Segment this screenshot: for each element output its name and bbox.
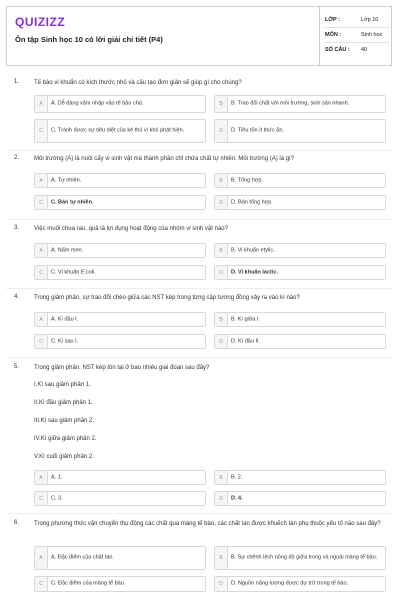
option-d[interactable]	[214, 334, 386, 349]
option-letter: C	[35, 492, 48, 505]
option-letter: B	[215, 313, 228, 326]
question-number: 1.	[14, 79, 20, 85]
option-text: A. 1.	[51, 474, 63, 480]
statement-item: II.Kì đầu giảm phân 1.	[34, 400, 93, 406]
option-b[interactable]	[214, 173, 386, 188]
option-text: D. Bán tổng hợp.	[231, 199, 273, 205]
option-letter: B	[215, 244, 228, 257]
option-d[interactable]	[214, 195, 386, 210]
option-c[interactable]	[34, 119, 206, 143]
option-d[interactable]	[214, 119, 386, 143]
question-number: 3.	[14, 225, 20, 231]
option-letter: B	[215, 471, 228, 484]
option-text: D. Vi khuẩn lactic.	[231, 269, 278, 275]
option-a[interactable]	[34, 546, 206, 570]
option-a[interactable]	[34, 173, 206, 188]
meta-subject: MÔN : Sinh học	[325, 32, 383, 38]
option-text: D. Kì đầu II.	[231, 338, 261, 344]
option-text: C. 3.	[51, 495, 63, 501]
option-c[interactable]	[34, 195, 206, 210]
option-a[interactable]	[34, 95, 206, 113]
question-separator	[6, 150, 392, 151]
option-b[interactable]	[214, 95, 386, 113]
meta-question-count: SỐ CÂU : 40	[325, 47, 368, 53]
option-letter: A	[35, 174, 48, 187]
option-b[interactable]	[214, 243, 386, 258]
option-text: A. Dễ dàng xâm nhập vào tế bào chủ.	[51, 100, 144, 107]
option-letter: B	[215, 96, 228, 112]
option-text: B. Trao đổi chất với môi trường, sinh sản nhanh.	[231, 100, 350, 107]
option-text: B. Tổng hợp.	[231, 177, 263, 183]
question-separator	[6, 288, 392, 289]
worksheet-header	[6, 6, 392, 66]
page-title: Ôn tập Sinh học 10 có lời giải chi tiết (P4)	[15, 35, 163, 44]
question-number: 5.	[14, 364, 20, 370]
option-text: B. Kì giữa I.	[231, 316, 261, 322]
meta-class: LỚP : Lớp 10	[325, 17, 379, 23]
statement-item: V.Kì cuối giảm phân 2.	[34, 454, 94, 460]
header-divider	[319, 7, 320, 65]
option-letter: A	[35, 244, 48, 257]
option-d[interactable]	[214, 576, 386, 592]
option-text: C. Đặc điểm của màng tế bào.	[51, 580, 126, 587]
option-b[interactable]	[214, 312, 386, 327]
option-text: B. Sự chênh lệch nồng độ giữa trong và ngoài màng tế bào.	[231, 554, 378, 561]
option-text: D. Tiêu tốn ít thức ăn.	[231, 127, 284, 134]
statement-item: I.Kì sau giảm phân 1.	[34, 382, 91, 388]
question-number: 2.	[14, 155, 20, 161]
option-letter: C	[35, 335, 48, 348]
question-text: Trong giảm phân, NST kép tồn tại ở bao nhiêu giai đoạn sau đây?	[34, 365, 210, 371]
question-text: Trong phương thức vận chuyển thụ động các chất qua màng tế bào, các chất tan được khuếch tán phụ thuộc yếu tố nào sau đây?	[34, 521, 381, 527]
question-text: Việc muối chua rau, quả là lợi dụng hoạt động của nhóm vi sinh vật nào?	[34, 226, 228, 232]
option-letter: D	[215, 492, 228, 505]
question-separator	[6, 357, 392, 358]
statement-item: III.Kì sau giảm phân 2.	[34, 418, 95, 424]
option-text: C. Vi khuẩn E.coli.	[51, 269, 96, 275]
option-c[interactable]	[34, 576, 206, 592]
option-text: A. Đặc điểm của chất tan.	[51, 554, 114, 561]
quizizz-logo: QUIZIZZ	[15, 15, 66, 29]
option-text: A. Kì đầu I.	[51, 316, 79, 322]
option-letter: A	[35, 547, 48, 569]
option-a[interactable]	[34, 312, 206, 327]
option-letter: D	[215, 120, 228, 142]
option-letter: C	[35, 120, 48, 142]
option-b[interactable]	[214, 470, 386, 485]
option-b[interactable]	[214, 546, 386, 570]
option-text: A. Tự nhiên.	[51, 177, 82, 183]
option-c[interactable]	[34, 491, 206, 506]
option-letter: B	[215, 174, 228, 187]
question-separator	[6, 513, 392, 514]
question-text: Trong giảm phân, sự trao đổi chéo giữa các NST kép trong từng cặp tương đồng xảy ra vào kì nào?	[34, 295, 300, 301]
option-letter: D	[215, 266, 228, 279]
option-text: D. 4.	[231, 495, 243, 501]
option-text: C. Tránh được sự tiêu diệt của kẻ thù vì khó phát hiện.	[51, 127, 185, 134]
option-text: B. 2.	[231, 474, 243, 480]
option-letter: D	[215, 335, 228, 348]
question-number: 6.	[14, 520, 20, 526]
meta-rule	[325, 27, 389, 28]
option-letter: A	[35, 471, 48, 484]
option-letter: C	[35, 577, 48, 591]
option-c[interactable]	[34, 334, 206, 349]
question-number: 4.	[14, 294, 20, 300]
option-a[interactable]	[34, 470, 206, 485]
question-text: Tế bào vi khuẩn có kích thước nhỏ và cấu tạo đơn giản sẽ giúp gì cho chúng?	[34, 80, 242, 86]
question-separator	[6, 219, 392, 220]
option-d[interactable]	[214, 491, 386, 506]
meta-rule	[325, 42, 389, 43]
option-letter: D	[215, 577, 228, 591]
option-letter: C	[35, 266, 48, 279]
option-text: B. Vi khuẩn etylic.	[231, 247, 275, 253]
option-text: D. Nguồn năng lượng được dự trữ trong tế bào.	[231, 580, 349, 587]
option-letter: B	[215, 547, 228, 569]
option-letter: A	[35, 96, 48, 112]
option-text: C. Kì sau I.	[51, 338, 79, 344]
option-d[interactable]	[214, 265, 386, 280]
option-letter: A	[35, 313, 48, 326]
option-text: C. Bán tự nhiên.	[51, 199, 94, 205]
option-c[interactable]	[34, 265, 206, 280]
statement-item: IV.Kì giữa giảm phân 2.	[34, 436, 97, 442]
option-letter: C	[35, 196, 48, 209]
question-text: Môi trường (A) là nuôi cấy vi sinh vật mà thành phần chỉ chứa chất tự nhiên. Môi trường (A) là gì?	[34, 156, 295, 162]
option-letter: D	[215, 196, 228, 209]
option-a[interactable]	[34, 243, 206, 258]
option-text: A. Nấm men.	[51, 247, 84, 253]
